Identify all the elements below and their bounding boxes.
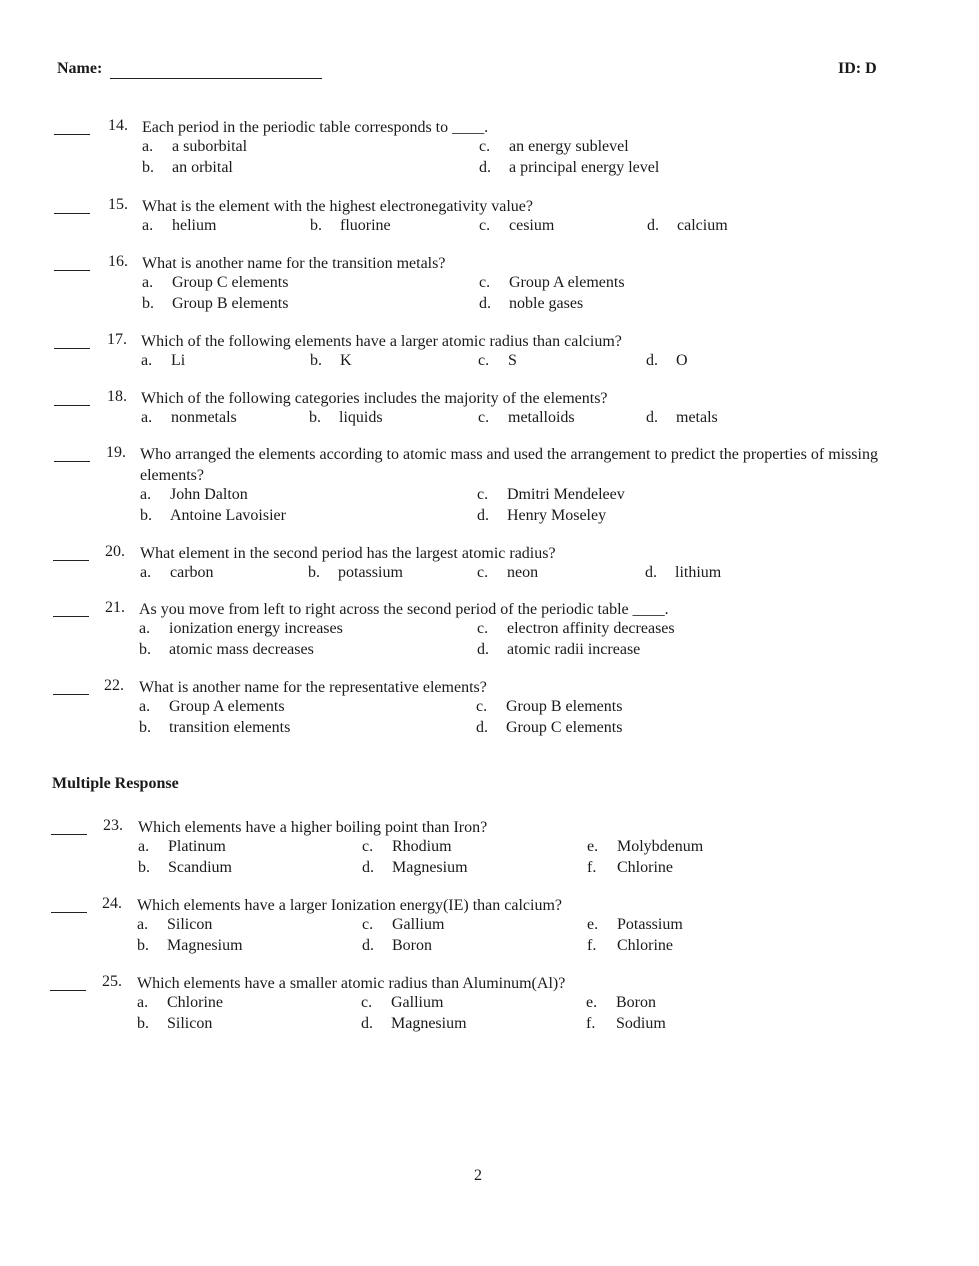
option-d: d. Magnesium (362, 859, 468, 876)
option-d: d. Group C elements (476, 719, 623, 736)
section-title: Multiple Response (52, 775, 179, 792)
option-a: a. Group A elements (139, 698, 285, 715)
answer-blank[interactable] (54, 348, 90, 349)
option-b: b. fluorine (310, 217, 391, 234)
option-f: f. Chlorine (587, 937, 673, 954)
question-number: 14. (108, 117, 128, 134)
option-d: d. Boron (362, 937, 432, 954)
option-e: e. Molybdenum (587, 838, 704, 855)
option-b: b. K (310, 352, 352, 369)
question-text: Which elements have a larger Ionization energy(IE) than calcium? (137, 897, 562, 914)
option-c: c. Group A elements (479, 274, 625, 291)
option-a: a. John Dalton (140, 486, 248, 503)
option-d: d. lithium (645, 564, 722, 581)
id-label: ID: D (838, 60, 877, 77)
option-b: b. potassium (308, 564, 403, 581)
answer-blank[interactable] (54, 213, 90, 214)
question-text: As you move from left to right across the second period of the periodic table ____. (139, 601, 669, 618)
option-c: c. an energy sublevel (479, 138, 629, 155)
answer-blank[interactable] (53, 560, 89, 561)
answer-blank[interactable] (50, 990, 86, 991)
option-b: b. Scandium (138, 859, 232, 876)
option-b: b. atomic mass decreases (139, 641, 314, 658)
question-number: 22. (104, 677, 124, 694)
option-d: d. metals (646, 409, 718, 426)
option-d: d. atomic radii increase (477, 641, 641, 658)
question-number: 16. (108, 253, 128, 270)
option-a: a. Group C elements (142, 274, 289, 291)
question-text: Which of the following categories includes the majority of the elements? (141, 390, 608, 407)
option-a: a. Li (141, 352, 186, 369)
option-a: a. ionization energy increases (139, 620, 343, 637)
option-b: b. Silicon (137, 1015, 213, 1032)
name-label: Name: (57, 60, 103, 77)
question-text: Each period in the periodic table corresponds to ____. (142, 119, 489, 136)
question-number: 18. (107, 388, 127, 405)
question-number: 20. (105, 543, 125, 560)
option-f: f. Sodium (586, 1015, 666, 1032)
question-number: 17. (107, 331, 127, 348)
option-a: a. helium (142, 217, 217, 234)
option-c: c. Dmitri Mendeleev (477, 486, 625, 503)
option-b: b. liquids (309, 409, 383, 426)
option-d: d. calcium (647, 217, 728, 234)
option-a: a. nonmetals (141, 409, 237, 426)
option-b: b. an orbital (142, 159, 233, 176)
question-text: Which elements have a smaller atomic radius than Aluminum(Al)? (137, 975, 566, 992)
option-c: c. Gallium (361, 994, 444, 1011)
answer-blank[interactable] (54, 405, 90, 406)
answer-blank[interactable] (53, 616, 89, 617)
option-c: c. S (478, 352, 517, 369)
question-text: What is the element with the highest electronegativity value? (142, 198, 533, 215)
name-field[interactable] (110, 62, 322, 79)
option-e: e. Potassium (587, 916, 683, 933)
question-text: What element in the second period has the largest atomic radius? (140, 545, 556, 562)
option-a: a. Chlorine (137, 994, 223, 1011)
option-b: b. Magnesium (137, 937, 243, 954)
question-number: 19. (106, 444, 126, 461)
option-c: c. Rhodium (362, 838, 452, 855)
option-d: d. Magnesium (361, 1015, 467, 1032)
question-number: 25. (102, 973, 122, 990)
answer-blank[interactable] (54, 270, 90, 271)
option-a: a. Platinum (138, 838, 226, 855)
question-text: What is another name for the representative elements? (139, 679, 487, 696)
question-number: 21. (105, 599, 125, 616)
option-c: c. Gallium (362, 916, 445, 933)
option-d: d. O (646, 352, 688, 369)
option-b: b. transition elements (139, 719, 291, 736)
option-a: a. Silicon (137, 916, 213, 933)
question-text: What is another name for the transition metals? (142, 255, 446, 272)
option-a: a. a suborbital (142, 138, 248, 155)
page-number: 2 (474, 1167, 482, 1184)
option-c: c. electron affinity decreases (477, 620, 675, 637)
answer-blank[interactable] (51, 834, 87, 835)
option-f: f. Chlorine (587, 859, 673, 876)
question-number: 15. (108, 196, 128, 213)
answer-blank[interactable] (54, 134, 90, 135)
option-b: b. Group B elements (142, 295, 289, 312)
option-b: b. Antoine Lavoisier (140, 507, 286, 524)
question-number: 24. (102, 895, 122, 912)
option-c: c. cesium (479, 217, 555, 234)
option-e: e. Boron (586, 994, 656, 1011)
option-d: d. a principal energy level (479, 159, 660, 176)
question-number: 23. (103, 817, 123, 834)
answer-blank[interactable] (54, 461, 90, 462)
question-text: Which of the following elements have a larger atomic radius than calcium? (141, 333, 622, 350)
option-d: d. noble gases (479, 295, 584, 312)
option-a: a. carbon (140, 564, 214, 581)
option-c: c. neon (477, 564, 539, 581)
question-text: Which elements have a higher boiling point than Iron? (138, 819, 488, 836)
option-d: d. Henry Moseley (477, 507, 607, 524)
option-c: c. metalloids (478, 409, 575, 426)
question-text: Who arranged the elements according to atomic mass and used the arrangement to predict the properties of missing elements? (140, 446, 878, 484)
option-c: c. Group B elements (476, 698, 623, 715)
